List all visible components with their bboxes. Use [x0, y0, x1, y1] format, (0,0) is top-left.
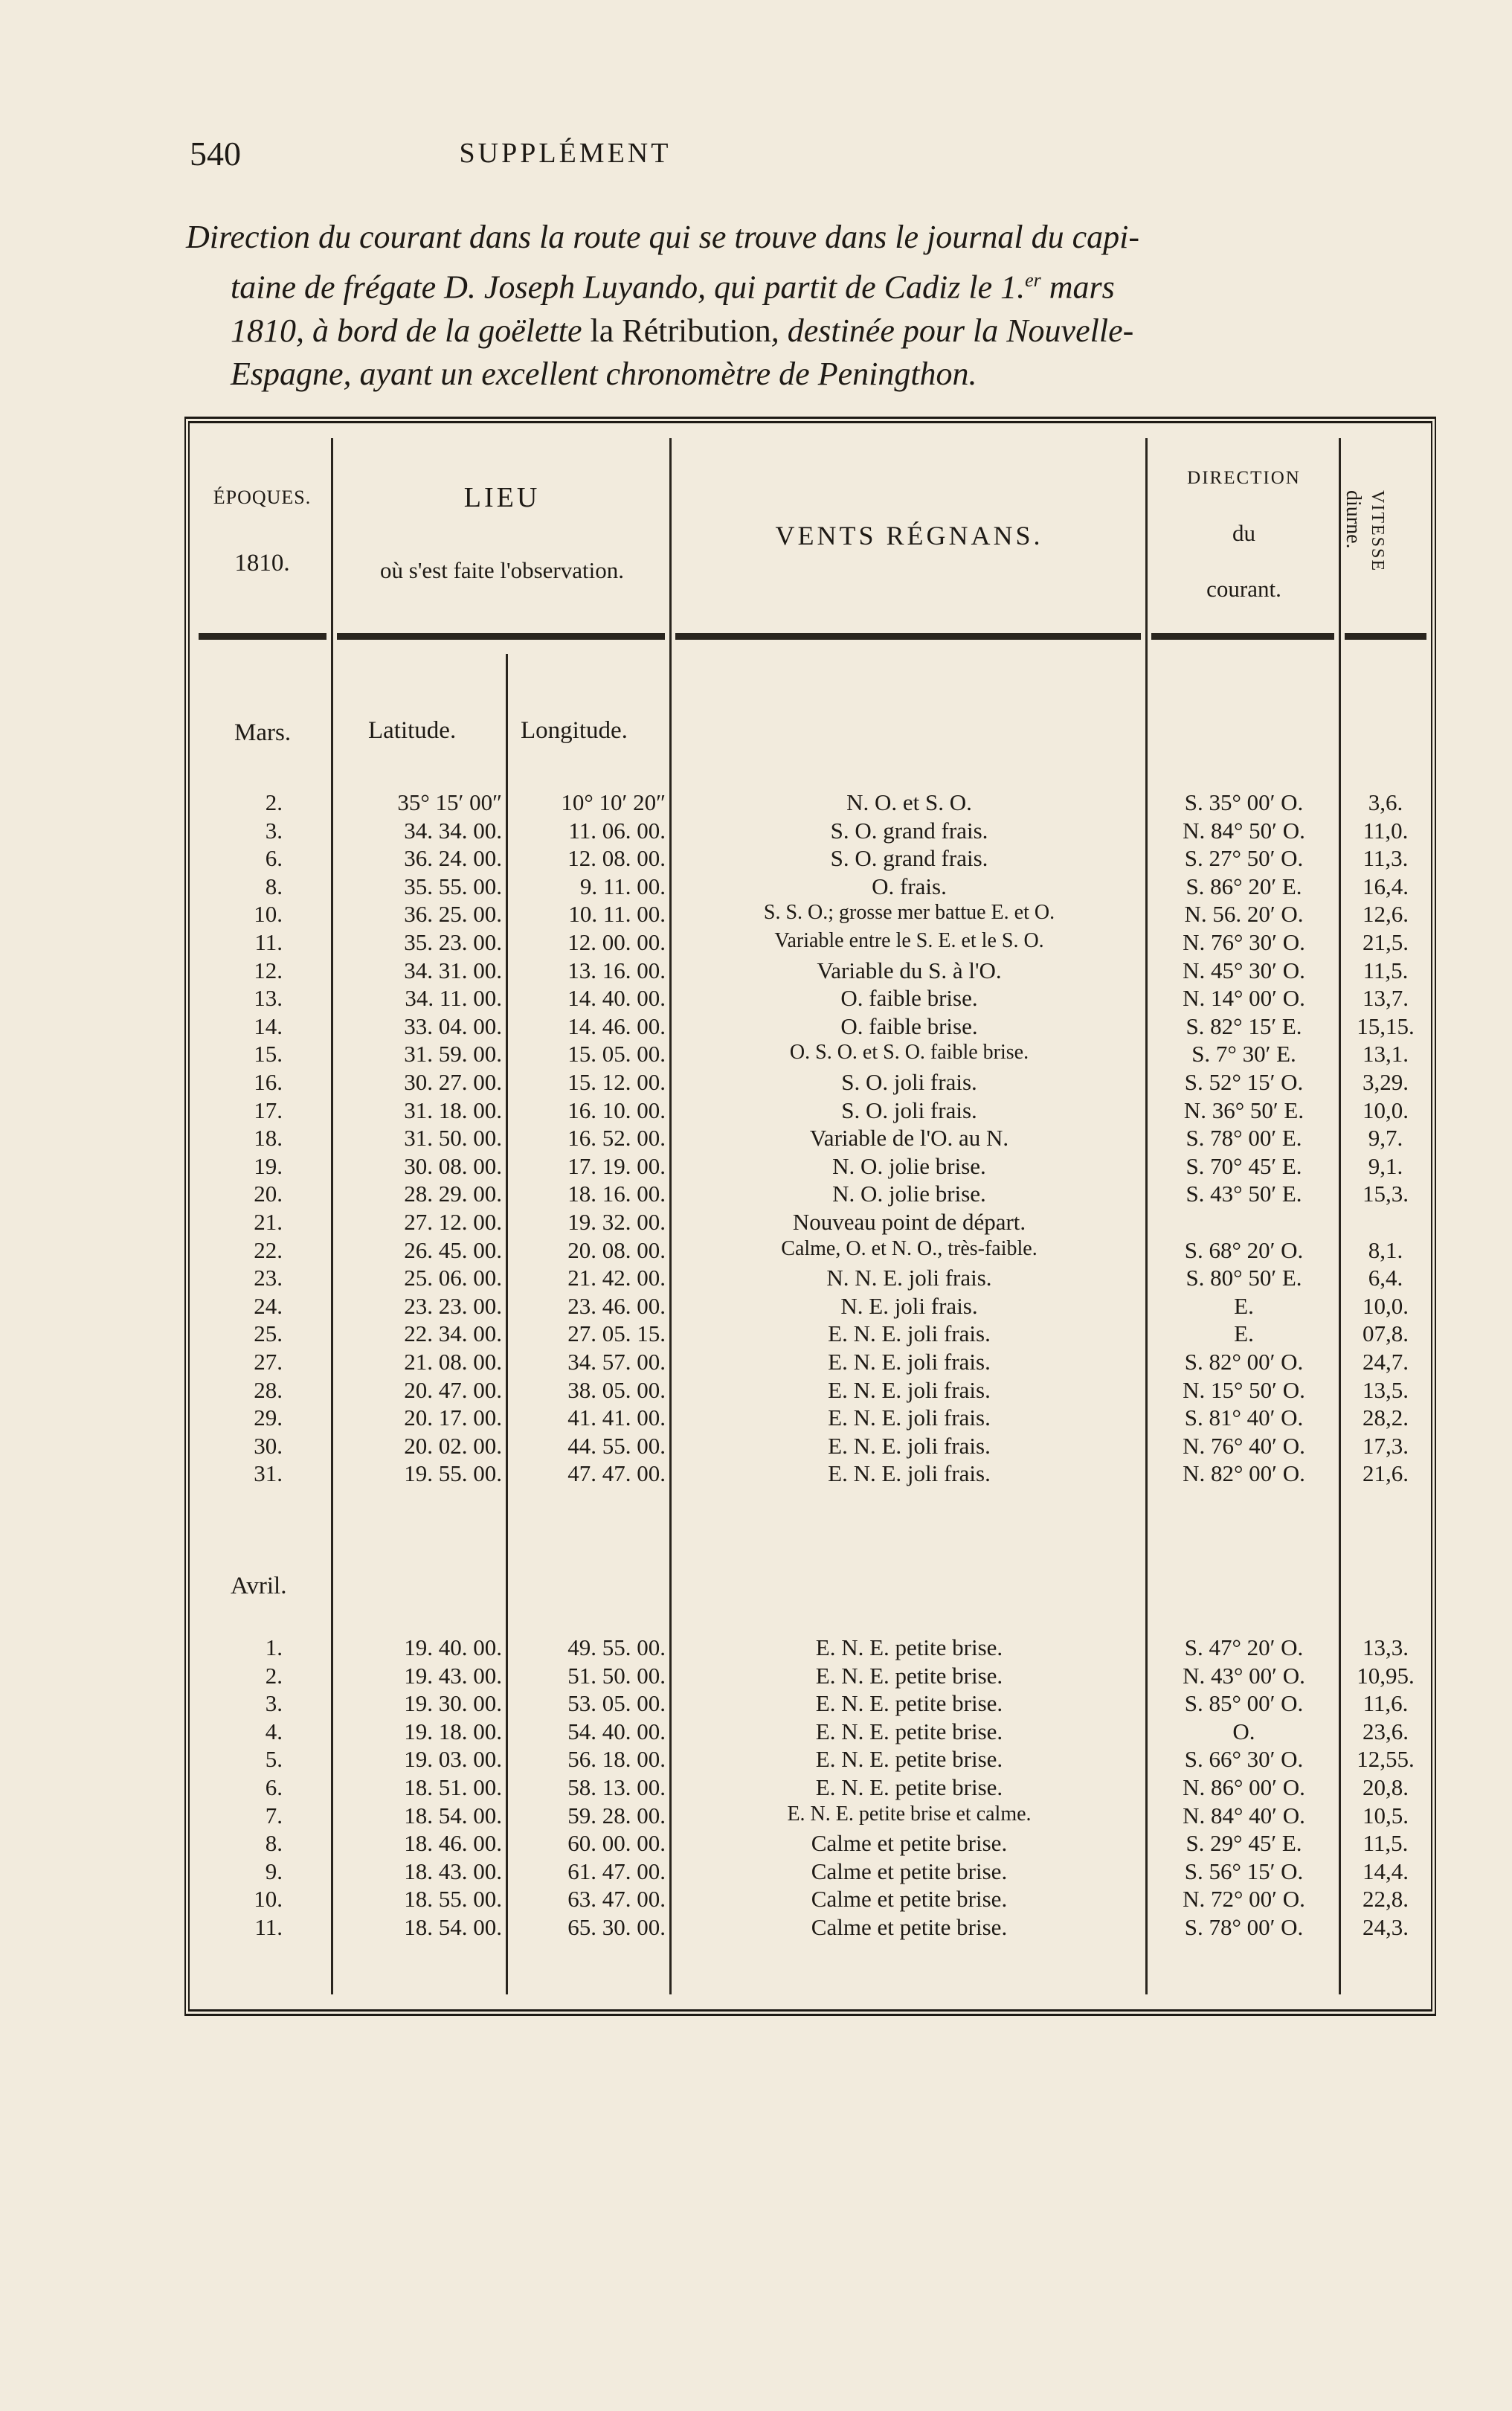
cell-day: 23.: [254, 1265, 283, 1291]
cell-latitude: 19. 30. 00.: [404, 1690, 502, 1717]
caption-line-2b: mars: [1040, 269, 1115, 306]
header-rule-2: [337, 633, 665, 640]
cell-vitesse: 11,5.: [1363, 1830, 1409, 1857]
cell-day: 11.: [254, 929, 283, 955]
cell-direction: N. 36° 50′ E.: [1183, 1097, 1304, 1123]
cell-direction: S. 56° 15′ O.: [1184, 1858, 1304, 1884]
cell-day: 17.: [254, 1097, 283, 1123]
cell-day: 2.: [265, 1662, 283, 1689]
cell-direction: E.: [1234, 1292, 1254, 1319]
header-vitesse: [1342, 490, 1432, 594]
ship-name: la Rétribution: [590, 312, 771, 349]
cell-direction: S. 35° 00′ O.: [1184, 789, 1304, 815]
cell-latitude: 23. 23. 00.: [404, 1292, 502, 1319]
cell-vents: S. O. joli frais.: [841, 1097, 977, 1123]
cell-latitude: 21. 08. 00.: [404, 1349, 502, 1375]
cell-vitesse: 9,7.: [1368, 1125, 1403, 1152]
cell-day: 31.: [254, 1460, 283, 1487]
caption-line-3: [186, 309, 1450, 353]
header-longitude: Longitude.: [521, 717, 628, 744]
cell-vents: Calme et petite brise.: [811, 1830, 1008, 1857]
cell-direction: S. 85° 00′ O.: [1184, 1690, 1304, 1717]
cell-longitude: 20. 08. 00.: [567, 1236, 666, 1263]
cell-direction: O.: [1232, 1718, 1255, 1744]
cell-vitesse: 24,3.: [1363, 1914, 1409, 1940]
cell-direction: S. 70° 45′ E.: [1186, 1152, 1302, 1179]
cell-day: 16.: [254, 1069, 283, 1095]
cell-latitude: 25. 06. 00.: [404, 1265, 502, 1291]
cell-day: 28.: [254, 1376, 283, 1403]
cell-direction: N. 14° 00′ O.: [1183, 985, 1305, 1012]
cell-day: 8.: [265, 873, 283, 899]
cell-day: 11.: [254, 1914, 283, 1940]
cell-vitesse: 13,5.: [1363, 1376, 1409, 1403]
cell-day: 1.: [265, 1634, 283, 1660]
cell-longitude: 9. 11. 00.: [579, 873, 666, 899]
cell-day: 6.: [265, 845, 283, 872]
cell-vents: N. N. E. joli frais.: [826, 1265, 992, 1291]
caption-line-1: Direction du courant dans la route qui se trouve dans le journal du capi-: [186, 219, 1139, 255]
header-rule-3: [675, 633, 1141, 640]
cell-latitude: 33. 04. 00.: [404, 1012, 502, 1039]
cell-latitude: 19. 03. 00.: [404, 1746, 502, 1773]
cell-latitude: 20. 17. 00.: [404, 1404, 502, 1431]
month-avril: Avril.: [231, 1573, 287, 1599]
cell-direction: N. 43° 00′ O.: [1183, 1662, 1305, 1689]
col-rule-1: [331, 438, 333, 1994]
cell-vitesse: 22,8.: [1363, 1886, 1409, 1913]
data-table: [184, 417, 1436, 2016]
cell-longitude: 63. 47. 00.: [567, 1886, 666, 1913]
cell-vents: E. N. E. petite brise et calme.: [787, 1802, 1032, 1826]
cell-latitude: 19. 43. 00.: [404, 1662, 502, 1689]
cell-direction: N. 45° 30′ O.: [1183, 957, 1305, 983]
cell-direction: S. 82° 00′ O.: [1184, 1349, 1304, 1375]
cell-vitesse: 3,6.: [1368, 789, 1403, 815]
running-head: SUPPLÉMENT: [459, 138, 672, 169]
cell-direction: N. 72° 00′ O.: [1183, 1886, 1305, 1913]
cell-direction: N. 86° 00′ O.: [1183, 1774, 1305, 1800]
cell-vitesse: 10,0.: [1363, 1097, 1409, 1123]
month-mars: Mars.: [234, 719, 292, 746]
cell-longitude: 12. 08. 00.: [567, 845, 666, 872]
cell-latitude: 20. 02. 00.: [404, 1432, 502, 1459]
cell-vitesse: 9,1.: [1368, 1152, 1403, 1179]
cell-vents: Nouveau point de départ.: [792, 1209, 1026, 1235]
cell-direction: S. 81° 40′ O.: [1184, 1404, 1304, 1431]
cell-vitesse: 10,5.: [1363, 1802, 1409, 1829]
cell-vitesse: 07,8.: [1363, 1320, 1409, 1347]
cell-vitesse: 12,55.: [1357, 1746, 1415, 1773]
header-latitude: Latitude.: [368, 717, 457, 744]
caption-line-3b: , destinée pour la Nouvelle-: [771, 312, 1134, 349]
header-vitesse-1: VITESSE: [1368, 490, 1387, 572]
cell-longitude: 54. 40. 00.: [567, 1718, 666, 1744]
header-direction-du: du: [1232, 520, 1255, 546]
cell-vents: Variable entre le S. E. et le S. O.: [774, 929, 1044, 952]
cell-vents: O. faible brise.: [840, 1012, 978, 1039]
cell-latitude: 31. 50. 00.: [404, 1125, 502, 1152]
cell-latitude: 18. 43. 00.: [404, 1858, 502, 1884]
cell-vents: E. N. E. joli frais.: [828, 1404, 991, 1431]
cell-vitesse: 12,6.: [1363, 901, 1409, 928]
cell-direction: N. 82° 00′ O.: [1183, 1460, 1305, 1487]
cell-direction: S. 78° 00′ E.: [1186, 1125, 1302, 1152]
cell-direction: N. 84° 50′ O.: [1183, 817, 1305, 844]
cell-latitude: 19. 40. 00.: [404, 1634, 502, 1660]
cell-longitude: 15. 05. 00.: [567, 1041, 666, 1068]
cell-vitesse: 14,4.: [1363, 1858, 1409, 1884]
cell-latitude: 36. 24. 00.: [404, 845, 502, 872]
cell-day: 6.: [265, 1774, 283, 1800]
cell-longitude: 23. 46. 00.: [567, 1292, 666, 1319]
cell-vitesse: 15,3.: [1363, 1181, 1409, 1207]
caption-sup: er: [1025, 269, 1041, 291]
cell-latitude: 34. 11. 00.: [405, 985, 502, 1012]
cell-latitude: 28. 29. 00.: [404, 1181, 502, 1207]
cell-longitude: 14. 40. 00.: [567, 985, 666, 1012]
cell-longitude: 16. 10. 00.: [567, 1097, 666, 1123]
cell-day: 19.: [254, 1152, 283, 1179]
header-rule-4: [1151, 633, 1334, 640]
cell-vitesse: 21,5.: [1363, 929, 1409, 955]
cell-vents: N. O. jolie brise.: [832, 1181, 986, 1207]
cell-latitude: 31. 59. 00.: [404, 1041, 502, 1068]
header-rule-1: [199, 633, 326, 640]
cell-latitude: 35. 23. 00.: [404, 929, 502, 955]
cell-vents: Calme et petite brise.: [811, 1886, 1008, 1913]
cell-latitude: 18. 54. 00.: [404, 1914, 502, 1940]
cell-vitesse: 21,6.: [1363, 1460, 1409, 1487]
cell-longitude: 17. 19. 00.: [567, 1152, 666, 1179]
header-direction: DIRECTION: [1187, 468, 1301, 488]
cell-vitesse: 11,6.: [1363, 1690, 1409, 1717]
cell-vitesse: 3,29.: [1363, 1069, 1409, 1095]
cell-vents: N. E. joli frais.: [840, 1292, 978, 1319]
cell-day: 5.: [265, 1746, 283, 1773]
cell-direction: N. 76° 40′ O.: [1183, 1432, 1305, 1459]
cell-vents: E. N. E. petite brise.: [815, 1718, 1003, 1744]
caption-line-4: Espagne, ayant un excellent chronomètre de Peningthon.: [231, 355, 977, 392]
cell-vents: E. N. E. petite brise.: [815, 1662, 1003, 1689]
cell-vents: S. O. joli frais.: [841, 1069, 977, 1095]
cell-day: 20.: [254, 1181, 283, 1207]
cell-longitude: 13. 16. 00.: [567, 957, 666, 983]
col-rule-3: [1145, 438, 1148, 1994]
cell-vents: E. N. E. petite brise.: [815, 1690, 1003, 1717]
cell-latitude: 34. 31. 00.: [404, 957, 502, 983]
cell-vitesse: 11,3.: [1363, 845, 1409, 872]
cell-vents: E. N. E. joli frais.: [828, 1320, 991, 1347]
cell-vitesse: 24,7.: [1363, 1349, 1409, 1375]
cell-vitesse: 28,2.: [1363, 1404, 1409, 1431]
cell-vitesse: 10,0.: [1363, 1292, 1409, 1319]
header-direction-courant: courant.: [1206, 576, 1281, 602]
page-header: [190, 134, 941, 179]
cell-vents: Variable de l'O. au N.: [809, 1125, 1009, 1152]
cell-vents: N. O. jolie brise.: [832, 1152, 986, 1179]
cell-vents: Calme et petite brise.: [811, 1914, 1008, 1940]
cell-day: 24.: [254, 1292, 283, 1319]
cell-day: 22.: [254, 1236, 283, 1263]
cell-day: 10.: [254, 901, 283, 928]
cell-vents: Variable du S. à l'O.: [817, 957, 1002, 983]
cell-longitude: 61. 47. 00.: [567, 1858, 666, 1884]
cell-longitude: 16. 52. 00.: [567, 1125, 666, 1152]
cell-vitesse: 13,7.: [1363, 985, 1409, 1012]
cell-direction: S. 66° 30′ O.: [1184, 1746, 1304, 1773]
cell-vents: O. S. O. et S. O. faible brise.: [789, 1041, 1029, 1065]
cell-longitude: 21. 42. 00.: [567, 1265, 666, 1291]
cell-latitude: 27. 12. 00.: [404, 1209, 502, 1235]
cell-latitude: 18. 55. 00.: [404, 1886, 502, 1913]
cell-latitude: 22. 34. 00.: [404, 1320, 502, 1347]
cell-direction: S. 52° 15′ O.: [1184, 1069, 1304, 1095]
cell-vitesse: 15,15.: [1357, 1012, 1415, 1039]
cell-longitude: 58. 13. 00.: [567, 1774, 666, 1800]
caption-line-2a: taine de frégate D. Joseph Luyando, qui partit de Cadiz le 1.: [231, 269, 1026, 306]
cell-latitude: 31. 18. 00.: [404, 1097, 502, 1123]
cell-latitude: 20. 47. 00.: [404, 1376, 502, 1403]
cell-vents: E. N. E. petite brise.: [815, 1746, 1003, 1773]
cell-vents: S. O. grand frais.: [830, 845, 988, 872]
cell-longitude: 34. 57. 00.: [567, 1349, 666, 1375]
cell-longitude: 53. 05. 00.: [567, 1690, 666, 1717]
header-lieu: LIEU: [463, 482, 541, 513]
caption-line-3a: 1810, à bord de la goëlette: [231, 312, 591, 349]
cell-day: 14.: [254, 1012, 283, 1039]
cell-vitesse: 16,4.: [1363, 873, 1409, 899]
cell-vents: S. S. O.; grosse mer battue E. et O.: [763, 901, 1055, 925]
cell-direction: S. 47° 20′ O.: [1184, 1634, 1304, 1660]
cell-longitude: 56. 18. 00.: [567, 1746, 666, 1773]
cell-vitesse: 6,4.: [1368, 1265, 1403, 1291]
cell-longitude: 12. 00. 00.: [567, 929, 666, 955]
cell-vitesse: 11,5.: [1363, 957, 1409, 983]
cell-direction: N. 84° 40′ O.: [1183, 1802, 1305, 1829]
cell-direction: S. 82° 15′ E.: [1186, 1012, 1302, 1039]
cell-latitude: 36. 25. 00.: [404, 901, 502, 928]
cell-direction: S. 86° 20′ E.: [1186, 873, 1302, 899]
table-caption: [186, 216, 1450, 396]
cell-longitude: 10° 10′ 20″: [561, 789, 666, 815]
cell-vents: E. N. E. joli frais.: [828, 1432, 991, 1459]
cell-day: 7.: [265, 1802, 283, 1829]
cell-day: 4.: [265, 1718, 283, 1744]
cell-vents: Calme et petite brise.: [811, 1858, 1008, 1884]
cell-latitude: 35. 55. 00.: [404, 873, 502, 899]
header-vents: VENTS RÉGNANS.: [775, 521, 1043, 550]
cell-longitude: 11. 06. 00.: [568, 817, 666, 844]
cell-latitude: 30. 08. 00.: [404, 1152, 502, 1179]
header-rule-5: [1345, 633, 1426, 640]
cell-vents: O. faible brise.: [840, 985, 978, 1012]
cell-direction: N. 76° 30′ O.: [1183, 929, 1305, 955]
cell-latitude: 30. 27. 00.: [404, 1069, 502, 1095]
header-lieu-sub: où s'est faite l'observation.: [380, 557, 624, 583]
cell-latitude: 19. 18. 00.: [404, 1718, 502, 1744]
cell-vents: N. O. et S. O.: [846, 789, 972, 815]
cell-vitesse: 23,6.: [1363, 1718, 1409, 1744]
cell-vents: Calme, O. et N. O., très-faible.: [781, 1236, 1038, 1260]
cell-day: 8.: [265, 1830, 283, 1857]
cell-longitude: 10. 11. 00.: [568, 901, 666, 928]
col-rule-2: [669, 438, 672, 1994]
page-number: 540: [190, 135, 241, 173]
cell-day: 3.: [265, 817, 283, 844]
cell-direction: S. 29° 45′ E.: [1186, 1830, 1302, 1857]
header-vitesse-2: diurne.: [1342, 490, 1365, 549]
cell-day: 9.: [265, 1858, 283, 1884]
cell-longitude: 14. 46. 00.: [567, 1012, 666, 1039]
cell-latitude: 19. 55. 00.: [404, 1460, 502, 1487]
cell-longitude: 49. 55. 00.: [567, 1634, 666, 1660]
cell-direction: S. 78° 00′ O.: [1184, 1914, 1304, 1940]
cell-latitude: 35° 15′ 00″: [397, 789, 502, 815]
cell-latitude: 34. 34. 00.: [404, 817, 502, 844]
cell-vitesse: 8,1.: [1368, 1236, 1403, 1263]
cell-longitude: 41. 41. 00.: [567, 1404, 666, 1431]
cell-direction: S. 27° 50′ O.: [1184, 845, 1304, 872]
cell-longitude: 15. 12. 00.: [567, 1069, 666, 1095]
cell-direction: S. 7° 30′ E.: [1191, 1041, 1296, 1068]
cell-latitude: 18. 54. 00.: [404, 1802, 502, 1829]
cell-day: 15.: [254, 1041, 283, 1068]
cell-day: 27.: [254, 1349, 283, 1375]
cell-longitude: 60. 00. 00.: [567, 1830, 666, 1857]
cell-vitesse: 17,3.: [1363, 1432, 1409, 1459]
cell-latitude: 26. 45. 00.: [404, 1236, 502, 1263]
cell-vitesse: 13,3.: [1363, 1634, 1409, 1660]
cell-vitesse: 10,95.: [1357, 1662, 1415, 1689]
cell-longitude: 51. 50. 00.: [567, 1662, 666, 1689]
cell-vents: E. N. E. petite brise.: [815, 1634, 1003, 1660]
cell-vitesse: 13,1.: [1363, 1041, 1409, 1068]
caption-line-2: [186, 259, 1450, 309]
cell-vents: S. O. grand frais.: [830, 817, 988, 844]
cell-latitude: 18. 46. 00.: [404, 1830, 502, 1857]
cell-longitude: 27. 05. 15.: [567, 1320, 666, 1347]
cell-day: 30.: [254, 1432, 283, 1459]
cell-longitude: 47. 47. 00.: [567, 1460, 666, 1487]
cell-direction: S. 43° 50′ E.: [1186, 1181, 1302, 1207]
cell-vents: E. N. E. petite brise.: [815, 1774, 1003, 1800]
cell-day: 3.: [265, 1690, 283, 1717]
cell-day: 25.: [254, 1320, 283, 1347]
cell-vents: E. N. E. joli frais.: [828, 1460, 991, 1487]
cell-direction: N. 56. 20′ O.: [1184, 901, 1304, 928]
cell-longitude: 59. 28. 00.: [567, 1802, 666, 1829]
cell-day: 12.: [254, 957, 283, 983]
cell-day: 13.: [254, 985, 283, 1012]
header-year: 1810.: [234, 550, 290, 577]
cell-vents: E. N. E. joli frais.: [828, 1376, 991, 1403]
cell-longitude: 65. 30. 00.: [567, 1914, 666, 1940]
cell-day: 10.: [254, 1886, 283, 1913]
cell-direction: N. 15° 50′ O.: [1183, 1376, 1305, 1403]
cell-direction: S. 68° 20′ O.: [1184, 1236, 1304, 1263]
cell-vitesse: 11,0.: [1363, 817, 1409, 844]
cell-direction: E.: [1234, 1320, 1254, 1347]
cell-day: 2.: [265, 789, 283, 815]
cell-vents: E. N. E. joli frais.: [828, 1349, 991, 1375]
cell-vents: O. frais.: [872, 873, 947, 899]
cell-latitude: 18. 51. 00.: [404, 1774, 502, 1800]
cell-longitude: 18. 16. 00.: [567, 1181, 666, 1207]
cell-day: 29.: [254, 1404, 283, 1431]
cell-longitude: 38. 05. 00.: [567, 1376, 666, 1403]
cell-longitude: 19. 32. 00.: [567, 1209, 666, 1235]
header-epoques: ÉPOQUES.: [213, 487, 312, 508]
cell-day: 18.: [254, 1125, 283, 1152]
col-rule-lat-lon: [506, 654, 508, 1994]
cell-day: 21.: [254, 1209, 283, 1235]
cell-longitude: 44. 55. 00.: [567, 1432, 666, 1459]
cell-vitesse: 20,8.: [1363, 1774, 1409, 1800]
cell-direction: S. 80° 50′ E.: [1186, 1265, 1302, 1291]
